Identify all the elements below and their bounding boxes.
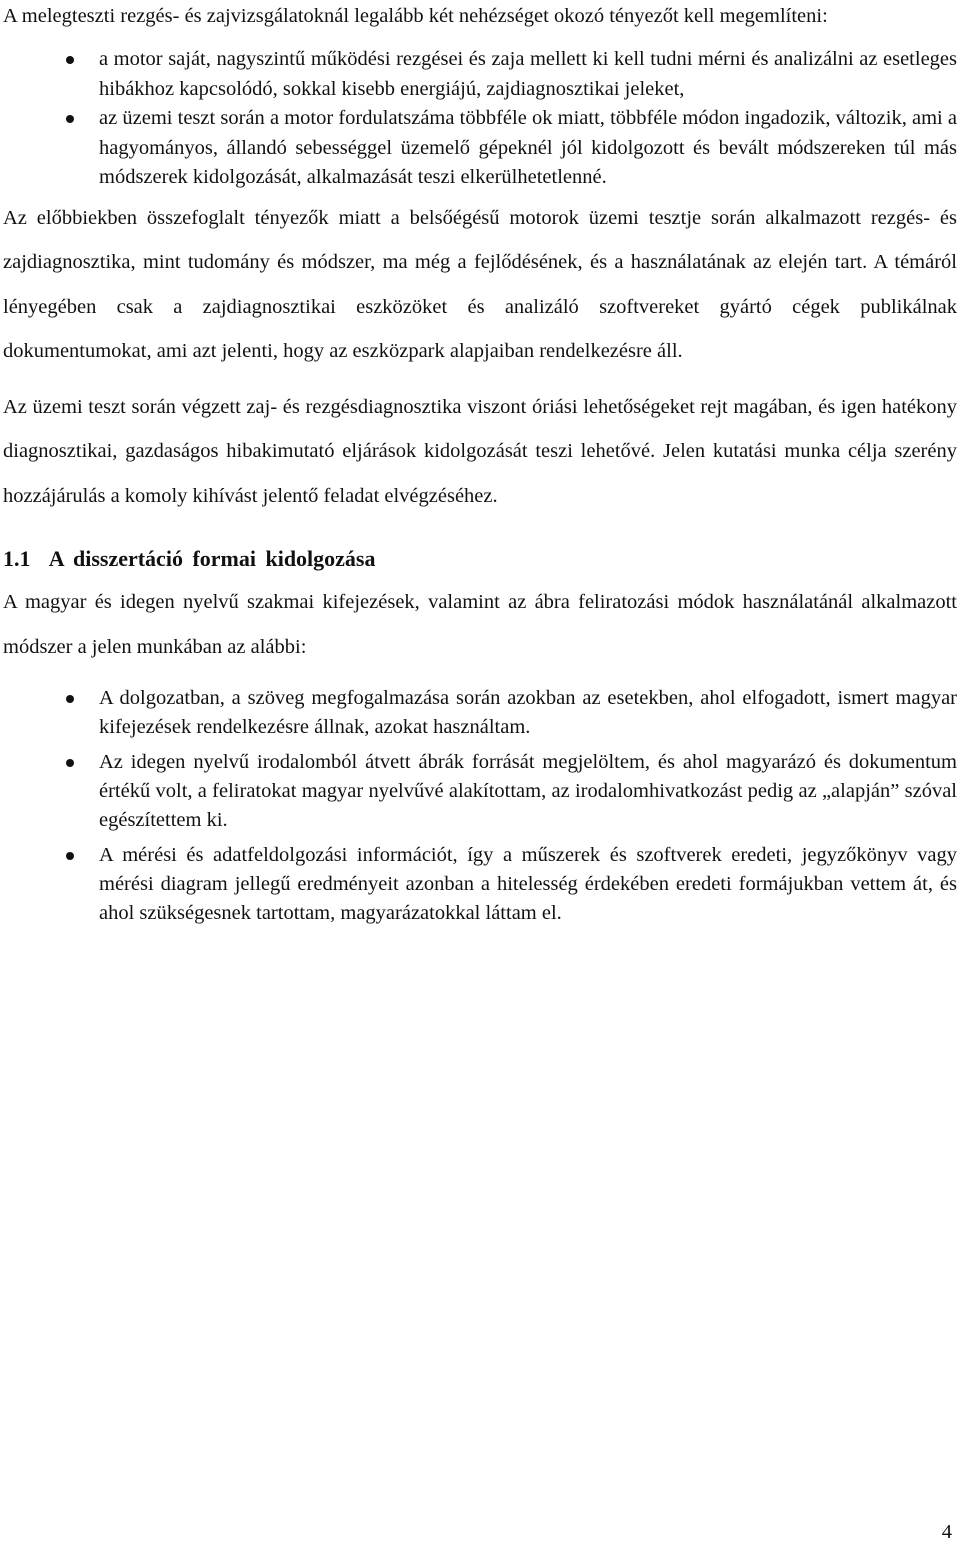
section-number: 1.1 bbox=[3, 546, 31, 571]
section-title: A disszertáció formai kidolgozása bbox=[48, 546, 376, 571]
list-item-text: A dolgozatban, a szöveg megfogalmazása során azokban az esetekben, ahol elfogadott, ismert magyar kifejezések rendelkezésre állnak, azokat használtam. bbox=[99, 687, 957, 738]
document-page bbox=[3, 0, 957, 928]
list-item bbox=[3, 684, 957, 742]
bullet-icon bbox=[66, 695, 74, 703]
page-number: 4 bbox=[941, 1521, 952, 1543]
list-item bbox=[3, 748, 957, 835]
bullet-icon bbox=[66, 115, 74, 123]
list-item-text: az üzemi teszt során a motor fordulatszáma többféle ok miatt, többféle módon ingadozik, változik, ami a hagyományos, állandó sebességgel üzemelő gépeknél jól kidolgozott és bevált módszereken túl más módszerek kidolgozását, alkalmazását teszi elkerülhetetlenné. bbox=[99, 107, 957, 188]
list-item bbox=[3, 104, 957, 193]
list-item bbox=[3, 45, 957, 104]
bullet-icon bbox=[66, 56, 74, 64]
intro-paragraph: A melegteszti rezgés- és zajvizsgálatoknál legalább két nehézséget okozó tényezőt kell megemlíteni: bbox=[3, 5, 828, 27]
summary-paragraph: Az előbbiekben összefoglalt tényezők miatt a belsőégésű motorok üzemi tesztje során alkalmazott rezgés- és zajdiagnosztika, mint tudomány és módszer, ma még a fejlődésének, és a használatának az elején tart. A témáról lényegében csak a zajdiagnosztikai eszközöket és analizáló szoftvereket gyártó cégek publikálnak dokumentumokat, ami azt jelenti, hogy az eszközpark alapjaiban rendelkezésre áll. bbox=[3, 206, 957, 362]
list-item-text: a motor saját, nagyszintű működési rezgései és zaja mellett ki kell tudni mérni és analizálni az esetleges hibákhoz kapcsolódó, sokkal kisebb energiájú, zajdiagnosztikai jeleket, bbox=[99, 48, 957, 100]
test-paragraph: Az üzemi teszt során végzett zaj- és rezgésdiagnosztika viszont óriási lehetőségeket rejt magában, és igen hatékony diagnosztikai, gazdaságos hibakimutató eljárások kidolgozását teszi lehetővé. Jelen kutatási munka célja szerény hozzájárulás a komoly kihívást jelentő feladat elvégzéséhez. bbox=[3, 395, 957, 507]
bullet-icon bbox=[66, 852, 74, 860]
bullet-icon bbox=[66, 759, 74, 767]
section-heading bbox=[3, 544, 957, 574]
list-item-text: Az idegen nyelvű irodalomból átvett ábrák forrását megjelöltem, és ahol magyarázó és dokumentum értékű volt, a feliratokat magyar nyelvűvé alakítottam, az irodalomhivatkozást pedig az „alapján” szóval egészítettem ki. bbox=[99, 751, 957, 831]
difficulties-list bbox=[3, 45, 957, 193]
list-item bbox=[3, 841, 957, 928]
form-paragraph: A magyar és idegen nyelvű szakmai kifejezések, valamint az ábra feliratozási módok használatánál alkalmazott módszer a jelen munkában az alábbi: bbox=[3, 591, 957, 658]
form-rules-list bbox=[3, 684, 957, 928]
list-item-text: A mérési és adatfeldolgozási információt, így a műszerek és szoftverek eredeti, jegyzőkönyv vagy mérési diagram jellegű eredményeit azonban a hitelesség érdekében eredeti formájukban vettem át, és ahol szükségesnek tartottam, magyarázatokkal láttam el. bbox=[99, 844, 957, 924]
